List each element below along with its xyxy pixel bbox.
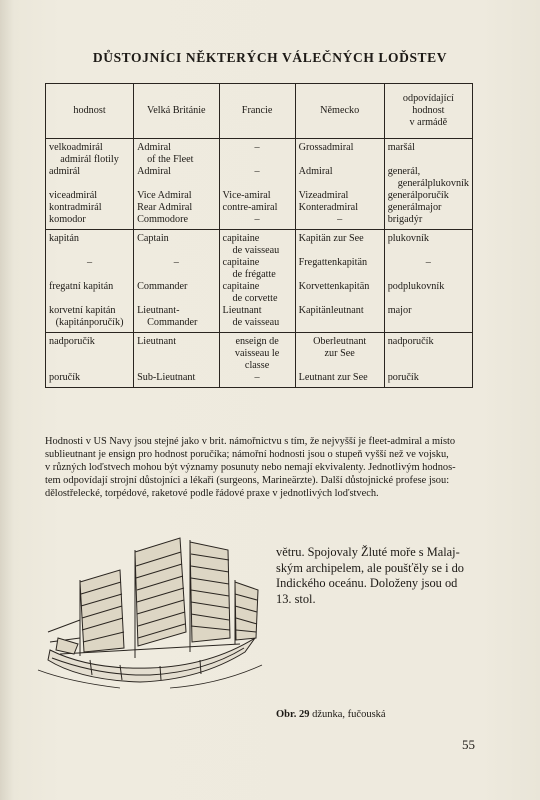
junk-ship-illustration — [30, 520, 270, 700]
page-number: 55 — [462, 737, 475, 752]
table-header-row — [46, 84, 473, 139]
page-title: DŮSTOJNÍCI NĚKTERÝCH VÁLEČNÝCH LOĎSTEV — [92, 50, 448, 65]
figure-caption — [276, 709, 386, 720]
header-army-equivalent: odpovídající hodnost v armádě — [384, 84, 472, 139]
cell-france: – – Vice-amiral contre-amiral – — [219, 139, 295, 230]
cell-rank: kapitán – fregatní kapitán korvetní kapitán (kapitánporučík) — [46, 230, 134, 333]
header-france: Francie — [219, 84, 295, 139]
cell-army: nadporučík poručík — [384, 333, 472, 388]
header-britain: Velká Británie — [134, 84, 219, 139]
side-text: větru. Spojovaly Žluté moře s Malaj- ským archipelem, ale poušťěly se i do Indického oceánu. Doloženy jsou od 13. stol. — [276, 545, 465, 606]
cell-army: maršál generál, generálplukovník generálporučík generálmajor brigadýr — [384, 139, 472, 230]
table-row — [46, 230, 473, 333]
caption-label: Obr. 29 — [276, 709, 310, 720]
caption-text: džunka, fučouská — [309, 709, 386, 720]
header-germany: Německo — [295, 84, 384, 139]
cell-germany: Kapitän zur See Fregattenkapitän Korvettenkapitän Kapitänleutnant — [295, 230, 384, 333]
body-paragraph: Hodnosti v US Navy jsou stejné jako v brit. námořnictvu s tím, že nejvyšší je fleet-admiral a místo sublieutnant je ensign pro hodnost poručíka; námořní hodnosti jsou o stupeň vyšší než ve vojsku, v různých loďstvech mohou být významy posunuty nebo nemají ekvivalenty. Jednotlivým hodnos- tem odpovídají strojní důstojníci a lékaři (surgeons, Marineärzte). Další důstojnické profese jsou: dělostřelecké, torpédové, raketové podle řádové praxe v jednotlivých loďstvech. — [45, 436, 456, 499]
cell-france: enseign de vaisseau le classe – — [219, 333, 295, 388]
cell-rank: nadporučík poručík — [46, 333, 134, 388]
cell-germany: Oberleutnant zur See Leutnant zur See — [295, 333, 384, 388]
cell-britain: Lieutnant Sub-Lieutnant — [134, 333, 219, 388]
header-rank: hodnost — [46, 84, 134, 139]
cell-france: capitaine de vaisseau capitaine de frégatte capitaine de corvette Lieutnant de vaisseau — [219, 230, 295, 333]
cell-rank: velkoadmirál admirál flotily admirál viceadmirál kontradmirál komodor — [46, 139, 134, 230]
table-row — [46, 333, 473, 388]
cell-germany: Grossadmiral Admiral Vizeadmiral Konteradmiral – — [295, 139, 384, 230]
ranks-table — [45, 83, 473, 388]
cell-army: plukovník – podplukovník major — [384, 230, 472, 333]
table-row — [46, 139, 473, 230]
cell-britain: Captain – Commander Lieutnant- Commander — [134, 230, 219, 333]
cell-britain: Admiral of the Fleet Admiral Vice Admiral Rear Admiral Commodore — [134, 139, 219, 230]
